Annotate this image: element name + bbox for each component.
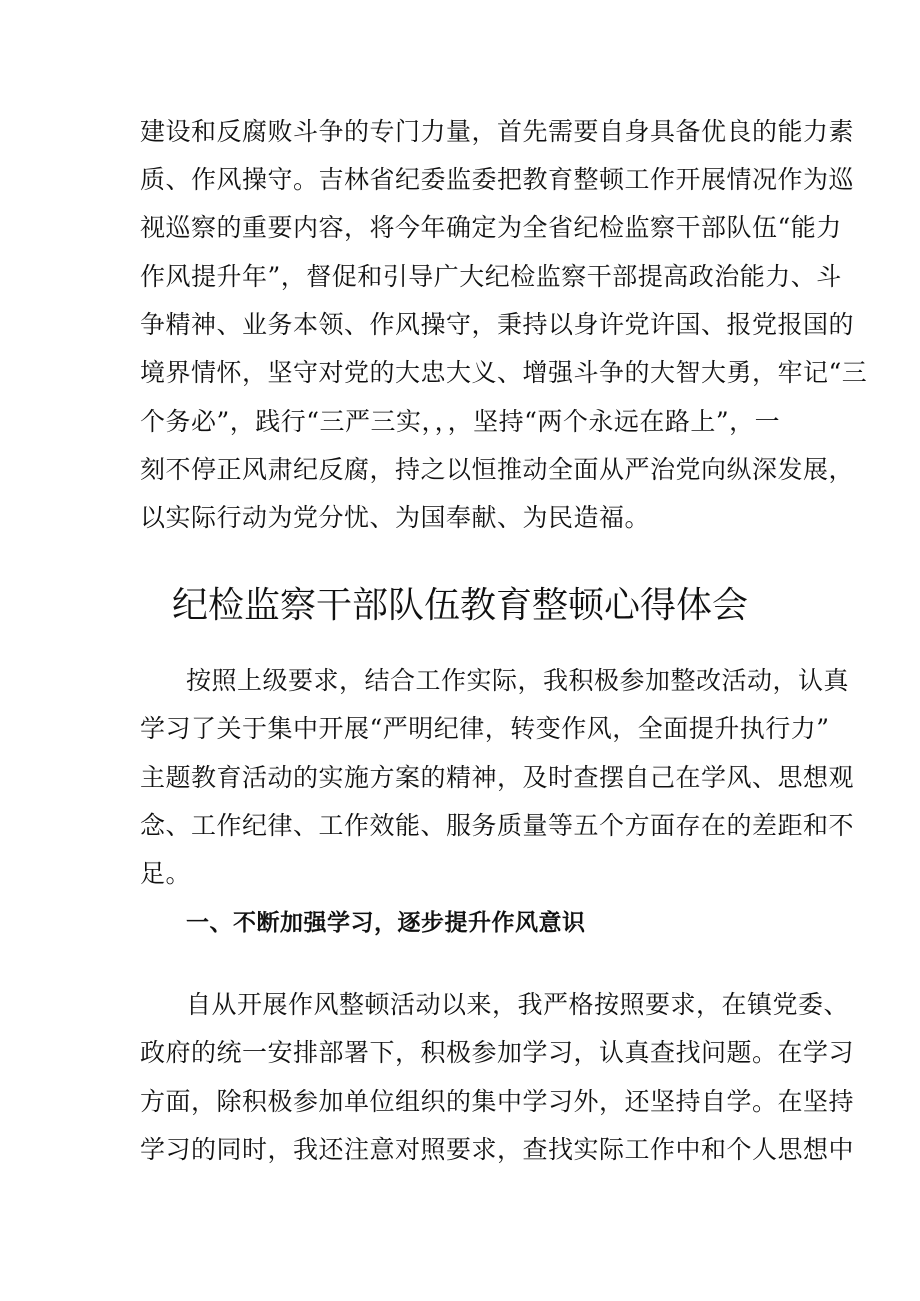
paragraph-1-line: 视巡察的重要内容，将今年确定为全省纪检监察干部队伍“能力 (140, 213, 842, 242)
paragraph-2-line: 主题教育活动的实施方案的精神，及时查摆自己在学风、思想观 (140, 763, 855, 792)
paragraph-1-line: 个务必”，践行“三严三实，，，坚持“两个永远在路上”，一 (140, 407, 781, 436)
document-title: 纪检监察干部队伍教育整顿心得体会 (171, 585, 748, 626)
paragraph-1-line: 刻不停正风肃纪反腐，持之以恒推动全面从严治党向纵深发展， (140, 455, 855, 484)
paragraph-3-line: 政府的统一安排部署下，积极参加学习，认真查找问题。在学习 (140, 1038, 855, 1067)
section-heading: 一、不断加强学习，逐步提升作风意识 (186, 910, 586, 936)
paragraph-2-line: 按照上级要求，结合工作实际，我积极参加整改活动，认真 (186, 666, 850, 695)
paragraph-2-line: 学习了关于集中开展“严明纪律，转变作风，全面提升执行力” (140, 714, 830, 743)
paragraph-3-line: 方面，除积极参加单位组织的集中学习外，还坚持自学。在坚持 (140, 1087, 855, 1116)
paragraph-1-line: 质、作风操守。吉林省纪委监委把教育整顿工作开展情况作为巡 (140, 165, 855, 194)
paragraph-1-line: 建设和反腐败斗争的专门力量，首先需要自身具备优良的能力素 (140, 117, 855, 146)
paragraph-1-line: 争精神、业务本领、作风操守，秉持以身许党许国、报党报国的 (140, 310, 855, 339)
paragraph-3-line: 自从开展作风整顿活动以来，我严格按照要求，在镇党委、 (186, 990, 850, 1019)
paragraph-2-line: 足。 (140, 859, 192, 888)
paragraph-1-line: 境界情怀，坚守对党的大忠大义、增强斗争的大智大勇，牢记“三 (140, 358, 868, 387)
paragraph-1-line: 以实际行动为党分忧、为国奉献、为民造福。 (140, 503, 651, 532)
paragraph-3-line: 学习的同时，我还注意对照要求，查找实际工作中和个人思想中 (140, 1135, 855, 1164)
paragraph-2-line: 念、工作纪律、工作效能、服务质量等五个方面存在的差距和不 (140, 811, 855, 840)
paragraph-1-line: 作风提升年”，督促和引导广大纪检监察干部提高政治能力、斗 (140, 262, 842, 291)
